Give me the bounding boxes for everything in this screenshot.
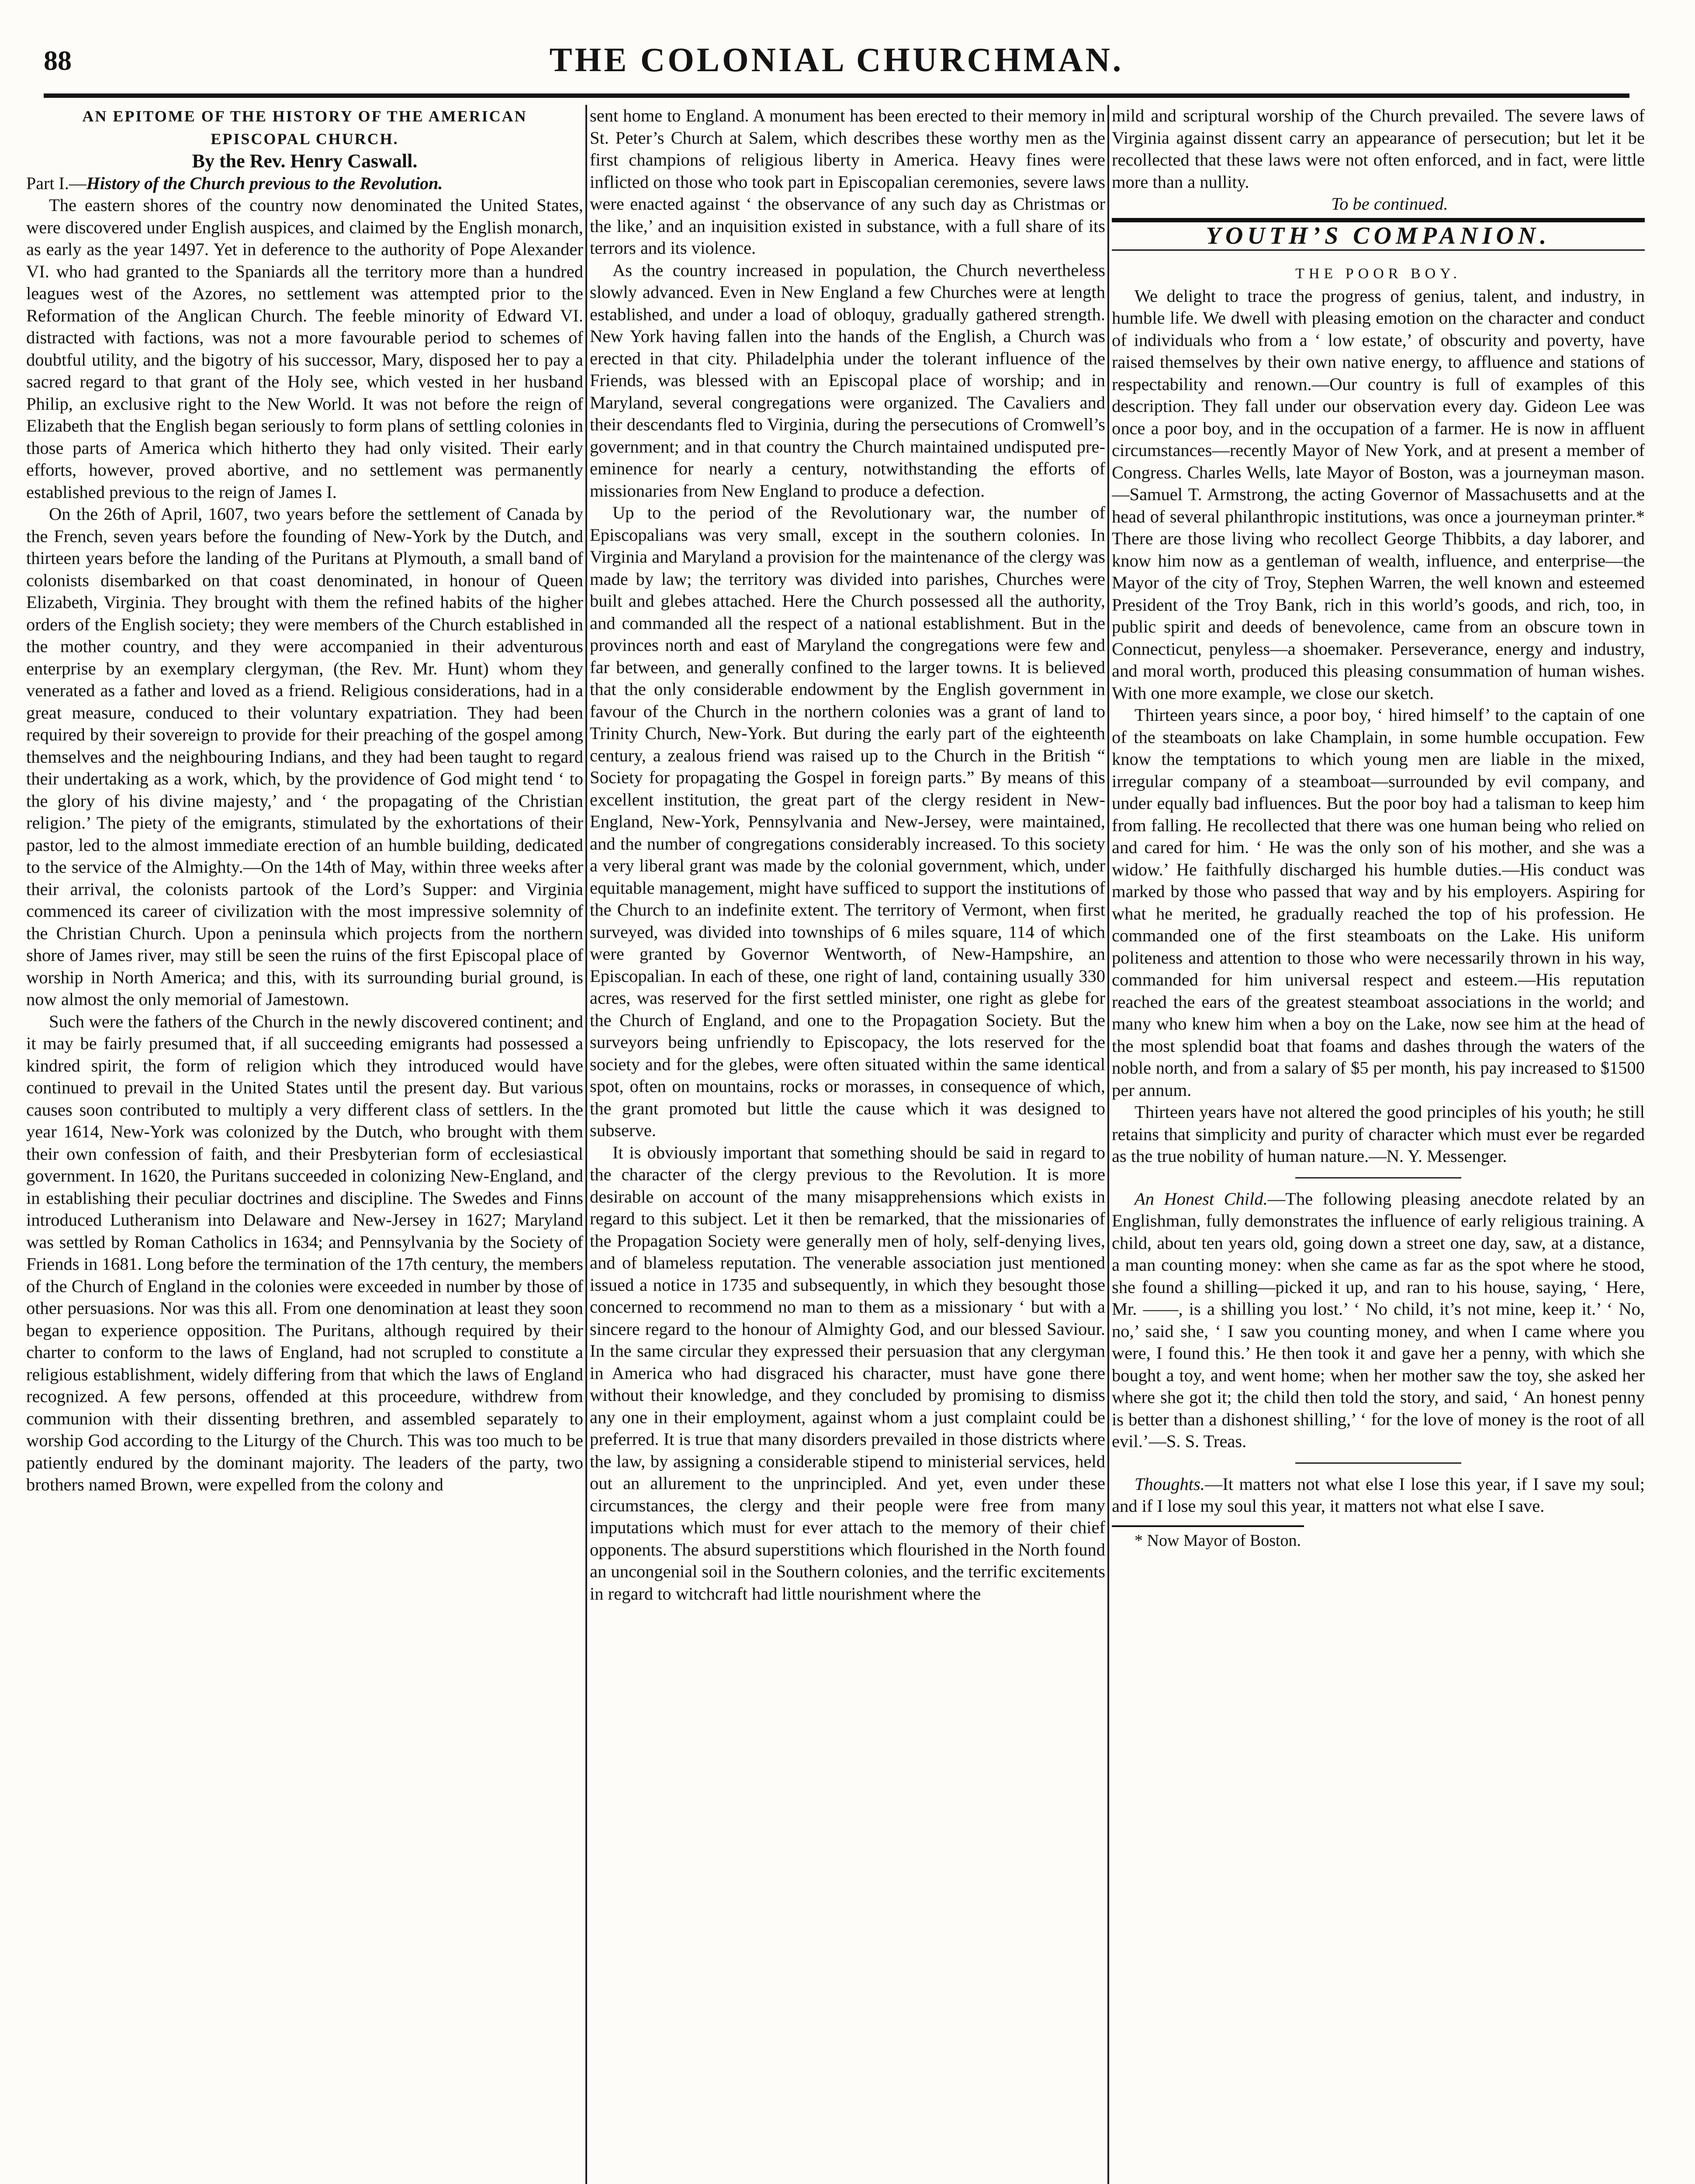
column-divider — [1107, 105, 1109, 2184]
column-1 — [26, 105, 583, 2184]
paragraph: We delight to trace the progress of genius, talent, and industry, in humble life. We dwell with pleasing emotion on the character and conduct of individuals who from a ‘ low estate,’ of obscurity and poverty, have raised themselves by their own native energy, to affluence and stations of respectability and renown.—Our country is full of examples of this description. They fall under our observation every day. Gideon Lee was once a poor boy, and in the occupation of a farmer. He is now in affluent circumstances—recently Mayor of New York, and at present a member of Congress. Charles Wells, late Mayor of Boston, was a journeyman mason.—Samuel T. Armstrong, the acting Governor of Massachusetts and at the head of several philanthropic institutions, was once a journeyman printer.* There are those living who recollect George Thibbits, a day laborer, and know him now as a gentleman of wealth, influence, and enterprise—the Mayor of the city of Troy, Stephen Warren, the well known and esteemed President of the Troy Bank, rich in this world’s goods, and rich, too, in public spirit and deeds of benevolence, came from an obscure town in Connecticut, penyless—a shoemaker. Perseverance, energy and industry, and moral worth, produced this pleasing consummation of human wishes. With one more example, we close our sketch. — [1112, 286, 1645, 703]
article-title-2: EPISCOPAL CHURCH. — [211, 130, 399, 148]
paragraph: Up to the period of the Revolutionary war, the number of Episcopalians was very small, except in the southern colonies. In Virginia and Maryland a provision for the maintenance of the clergy was made by law; the territory was divided into parishes, Churches were built and glebes attached. Here the Church possessed all the authority, and commanded all the respect of a national establishment. But in the provinces north and east of Maryland the congregations were few and far between, and generally confined to the larger towns. It is believed that the only considerable endowment by the English government in favour of the Church in the northern colonies was a grant of land to Trinity Church, New-York. But during the early part of the eighteenth century, a zealous friend was raised up to the Church in the British “ Society for propagating the Gospel in foreign parts.” By means of this excellent institution, the great part of the clergy resident in New-England, New-York, Pennsylvania and New-Jersey, were maintained, and the number of congregations considerably increased. To this society a very liberal grant was made by the colonial government, which, under equitable management, might have sufficed to support the institutions of the Church to an indefinite extent. The territory of Vermont, when first surveyed, was divided into townships of 6 miles square, 114 of which were granted by Governor Wentworth, of New-Hampshire, an Episcopalian. In each of these, one right of land, containing usually 330 acres, was reserved for the first settled minister, one right as glebe for the Church of England, and one to the Propagation Society. But the surveyors being unfriendly to Episcopacy, the lots reserved for the society and for the glebes, were often situated within the same identical spot, often on mountains, rocks or morasses, in consequence of which, the grant promoted but little the cause which it was designed to subserve. — [590, 503, 1105, 1140]
anecdote-text: —The following pleasing anecdote related by an Englishman, fully demonstrates the influence of early religious training. A child, about ten years old, going down a street one day, saw, at a distance, a man counting money: when she came as far as the spot where he stood, she found a shilling—picked it up, and ran to his house, saying, ‘ Here, Mr. ——, is a shilling you lost.’ ‘ No child, it’s not mine, keep it.’ ‘ No, no,’ said she, ‘ I saw you counting money, and when I came where you were, I found this.’ He then took it and gave her a penny, with which she bought a toy, and went home; when her mother saw the toy, she asked her where she got it; the child then told the story, and said, ‘ An honest penny is better than a dishonest shilling,’ ‘ for the love of money is the root of all evil.’—S. S. Treas. — [1112, 1189, 1645, 1451]
column-divider — [585, 105, 587, 2184]
column-3 — [1112, 105, 1645, 2184]
thoughts-label: Thoughts. — [1135, 1474, 1205, 1494]
section-rule — [1112, 218, 1645, 222]
thoughts-text: —It matters not what else I lose this year, if I save my soul; and if I lose my soul this year, it matters not what else I save. — [1112, 1474, 1645, 1516]
part-heading — [26, 173, 583, 195]
header-rule — [44, 93, 1629, 98]
thoughts — [1112, 1473, 1645, 1517]
article-title: AN EPITOME OF THE HISTORY OF THE AMERICAN — [82, 107, 527, 125]
paragraph: On the 26th of April, 1607, two years before the settlement of Canada by the French, seven years before the founding of New-York by the Dutch, and thirteen years before the landing of the Puritans at Plymouth, a small band of colonists disembarked on that coast denominated, in honour of Queen Elizabeth, Virginia. They brought with them the refined habits of the higher orders of the English society; they were members of the Church established in the mother country, and they were accompanied in their adventurous enterprise by an exemplary clergyman, (the Rev. Mr. Hunt) whom they venerated as a father and loved as a friend. Religious considerations, had in a great measure, conduced to their voluntary expatriation. They had been required by their sovereign to provide for their preaching of the gospel among themselves and the neighbouring Indians, and they had been taught to regard their undertaking as a work, which, by the providence of God might tend ‘ to the glory of his divine majesty,’ and ‘ the propagating of the Christian religion.’ The piety of the emigrants, stimulated by the exhortations of their pastor, led to the almost immediate erection of an humble building, dedicated to the service of the Almighty.—On the 14th of May, within three weeks after their arrival, the colonists partook of the Lord’s Supper: and Virginia commenced its career of civilization with the most impressive solemnity of the Christian Church. Upon a peninsula which projects from the northern shore of James river, may still be seen the ruins of the first Episcopal place of worship in North America; and this, with its surrounding burial ground, is now almost the only memorial of Jamestown. — [26, 504, 583, 1009]
paragraph: mild and scriptural worship of the Church prevailed. The severe laws of Virginia against dissent carry an appearance of persecution; but let it be recollected that these laws were not often enforced, and in fact, were little more than a nullity. — [1112, 106, 1645, 192]
paragraph: Thirteen years since, a poor boy, ‘ hired himself’ to the captain of one of the steamboats on lake Champlain, in some humble occupation. Few know the temptations to which young men are liable in the mixed, irregular company of a steamboat—surrounded by evil company, and under equally bad influences. But the poor boy had a talisman to keep him from falling. He recollected that there was one human being who relied on and cared for him. ‘ He was the only son of his mother, and she was a widow.’ He faithfully discharged his humble duties.—His conduct was marked by those who passed that way and by his employers. Aspiring for what he merited, he gradually reached the top of his profession. He commanded one of the first steamboats on the Lake. His uniform politeness and attention to those who were necessarily thrown in his way, commanded for him universal respect and esteem.—His reputation reached the ears of the greatest steamboat associations in the world; and many who knew him when a boy on the Lake, now see him at the head of the most splendid boat that foams and dashes through the waters of the noble north, and from a salary of $5 per month, his pay increased to $1500 per annum. — [1112, 705, 1645, 1100]
column-2 — [590, 105, 1105, 2184]
anecdote-label: An Honest Child. — [1135, 1189, 1268, 1209]
paragraph: As the country increased in population, the Church nevertheless slowly advanced. Even in New England a few Churches were at length established, and under a load of obloquy, gradually gathered strength. New York having fallen into the hands of the English, a Church was erected in that city. Philadelphia under the tolerant influence of the Friends, was blessed with an Episcopal place of worship; and in Maryland, several congregations were organized. The Cavaliers and their descendants fled to Virginia, during the persecutions of Cromwell’s government; and in that country the Church maintained undisputed pre-eminence for nearly a century, notwithstanding the efforts of missionaries from New England to produce a defection. — [590, 260, 1105, 501]
paragraph: Thirteen years have not altered the good principles of his youth; he still retains that simplicity and purity of character which must ever be regarded as the true nobility of human nature.—N. Y. Messenger. — [1112, 1102, 1645, 1166]
masthead: THE COLONIAL CHURCHMAN. — [549, 41, 1124, 79]
page-header — [44, 40, 1629, 93]
divider — [1295, 1462, 1461, 1464]
part-label: Part I.— — [26, 173, 86, 193]
paragraph: It is obviously important that something should be said in regard to the character of the clergy previous to the Revolution. It is more desirable on account of the many misapprehensions which exists in regard to this subject. Let it then be remarked, that the missionaries of the Propagation Society were generally men of holy, self-denying lives, and of blameless reputation. The venerable association just mentioned issued a notice in 1735 and subsequently, in which they besought those concerned to recommend no man to them as a missionary ‘ but with a sincere regard to the honour of Almighty God, and our blessed Saviour. In the same circular they expressed their persuasion that any clergyman in America who had disgraced his character, must have gone there without their knowledge, and they concluded by promising to dismiss any one in their employment, against whom a just complaint could be preferred. It is true that many disorders prevailed in those districts where the law, by assigning a considerable stipend to ministerial services, held out an allurement to the unprincipled. And yet, even under these circumstances, the clergy and their people were free from many imputations which must for ever attach to the memory of their chief opponents. The absurd superstitions which flourished in the North found an uncongenial soil in the Southern colonies, and the terrific excitements in regard to witchcraft had little nourishment where the — [590, 1142, 1105, 1603]
footnote-rule — [1112, 1525, 1304, 1527]
divider — [1295, 1177, 1461, 1178]
footnote: * Now Mayor of Boston. — [1135, 1531, 1301, 1550]
section-title: YOUTH’S COMPANION. — [1206, 222, 1551, 249]
paragraph: The eastern shores of the country now denominated the United States, were discovered under English auspices, and claimed by the English monarch, as early as the year 1497. Yet in deference to the authority of Pope Alexander VI. who had granted to the Spaniards all the territory more than a hundred leagues west of the Azores, no settlement was attempted prior to the Reformation of the Anglican Church. The feeble minority of Edward VI. distracted with factions, was not a more favourable period to schemes of doubtful utility, and the bigotry of his successor, Mary, disposed her to pay a sacred regard to that grant of the Holy see, which vested in her husband Philip, an exclusive right to the New World. It was not before the reign of Elizabeth that the English began seriously to form plans of settling colonies in those parts of America which hitherto they had only visited. Their early efforts, however, proved abortive, and no settlement was permanently established previous to the reign of James I. — [26, 195, 583, 502]
section-rule-thin — [1112, 249, 1645, 251]
anecdote — [1112, 1188, 1645, 1453]
part-title: History of the Church previous to the Revolution. — [86, 173, 443, 193]
page-number: 88 — [44, 45, 72, 76]
paragraph: Such were the fathers of the Church in the newly discovered continent; and it may be fairly presumed that, if all succeeding emigrants had possessed a kindred spirit, the form of religion which they introduced would have continued to prevail in the United States until the present day. But various causes soon contributed to multiply a very different class of settlers. In the year 1614, New-York was colonized by the Dutch, who brought with them their own confession of faith, and their Presbyterian form of ecclesiastical government. In 1620, the Puritans succeeded in colonizing New-England, and in establishing their peculiar doctrines and discipline. The Swedes and Finns introduced Lutheranism into Delaware and New-Jersey in 1627; Maryland was settled by Roman Catholics in 1634; and Pennsylvania by the Society of Friends in 1681. Long before the termination of the 17th century, the members of the Church of England in the colonies were exceeded in number by those of other persuasions. Nor was this all. From one denomination at least they soon began to experience opposition. The Puritans, although required by their charter to conform to the laws of England, had not scrupled to constitute a religious establishment, widely differing from that which the laws of England recognized. A few persons, offended at this proceedure, withdrew from communion with their dissenting brethren, and assembled separately to worship God according to the Liturgy of the Church. This was too much to be patiently endured by the dominant majority. The leaders of the party, two brothers named Brown, were expelled from the colony and — [26, 1011, 583, 1494]
to-be-continued: To be continued. — [1331, 194, 1448, 214]
article-byline: By the Rev. Henry Caswall. — [192, 150, 418, 172]
story-title: THE POOR BOY. — [1295, 266, 1461, 282]
paragraph: sent home to England. A monument has been erected to their memory in St. Peter’s Church at Salem, which describes these worthy men as the first champions of religious liberty in America. Heavy fines were inflicted on those who took part in Episcopalian ceremonies, severe laws were enacted against ‘ the observance of any such day as Christmas or the like,’ and an inquisition existed in substance, with a full share of its terrors and its violence. — [590, 106, 1105, 258]
